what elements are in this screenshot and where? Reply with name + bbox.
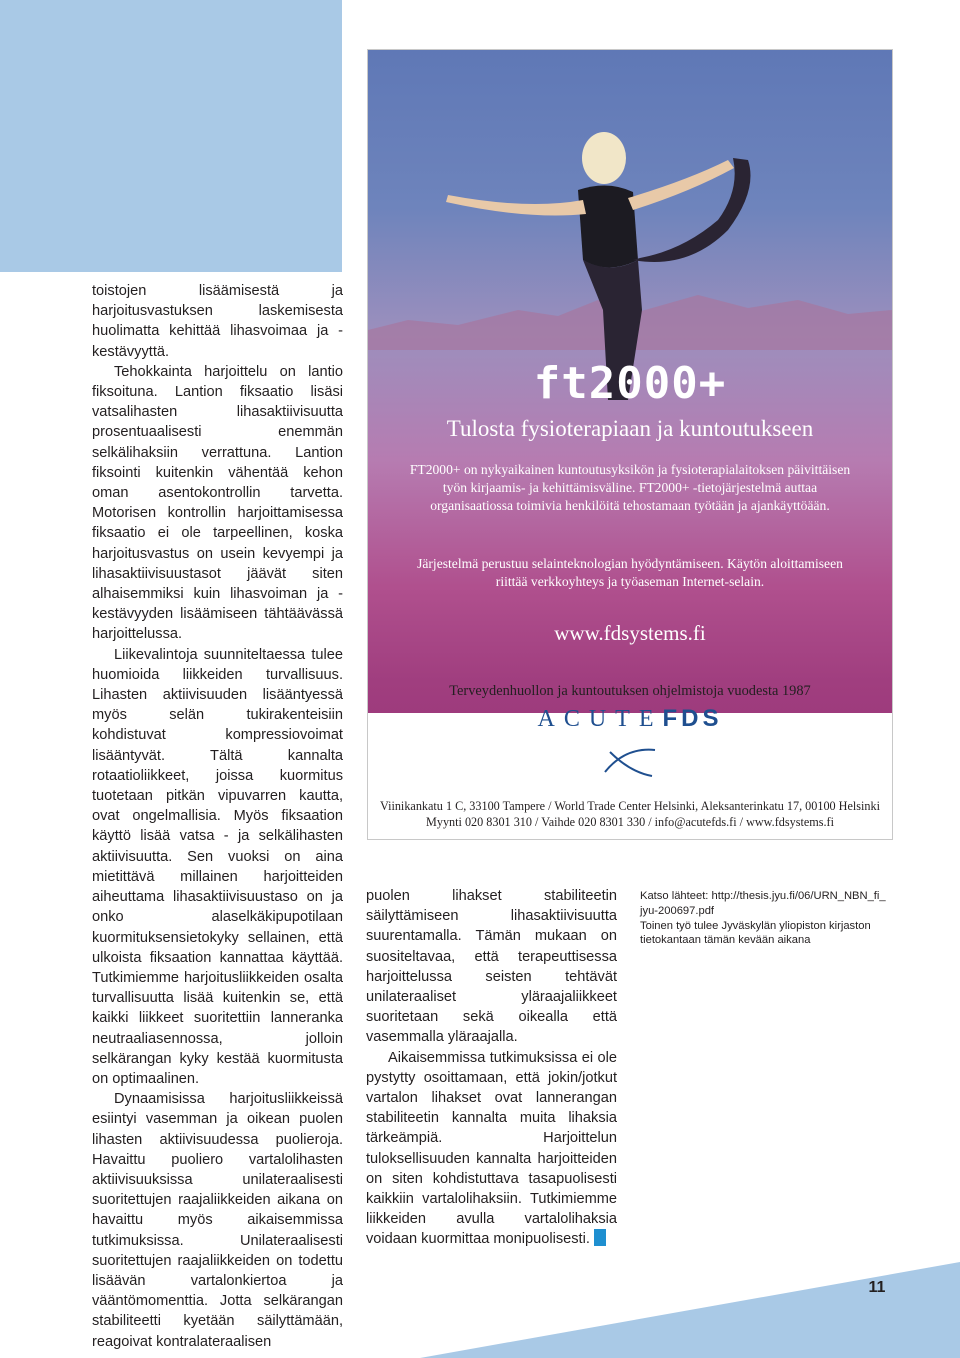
swoosh-icon — [600, 742, 660, 782]
paragraph: Tehokkainta harjoittelu on lantio fiksoituna. Lantion fiksaatio lisäsi vatsalihasten lihasaktiivisuutta prosentuaalisesti enemmän selkälihaksiin verrattuna. Lantion fiksointi kuitenkin vähentää kehon oman asentokontrollin tarvetta. Motorisen kontrollin harjoittamisessa fiksaatio ei ole tarpeellinen, koska harjoitusvastus on usein kevyempi ja lihasaktiivisuustasot jäävät siten alhaisemmiksi kuin lihasvoiman ja -kestävyyden lisäämiseen tähtäävässä harjoittelussa. — [92, 363, 343, 643]
sources-line: Toinen työ tulee Jyväskylän yliopiston kirjaston — [640, 919, 871, 932]
acutefds-logo — [368, 705, 892, 733]
ad-description-secondary: Järjestelmä perustuu selainteknologian hyödyntämiseen. Käytön aloittamiseen riittää verkkoyhteys ja työaseman Internet-selain. — [417, 556, 843, 589]
paragraph: Dynaamisissa harjoitusliikkeissä esiintyi vasemman ja oikean puolen lihasten aktiivisuudessa puolieroja. Havaittu puoliero vartalolihasten aktiivisuuksissa unilateraalisesti suoritettujen raajaliikkeiden aikana on havaittu myös aikaisemmissa tutkimuksissa. Unilateraalisesti suoritettujen raajaliikkeiden on todettu lisäävän vartalonkiertoa ja vääntömomenttia. Jotta selkärangan stabiliteetti kyetään säilyttämään, reagoivat kontralateraalisen — [92, 1091, 343, 1350]
ad-contact-info: Myynti 020 8301 310 / Vaihde 020 8301 330 / info@acutefds.fi / www.fdsystems.fi — [426, 815, 834, 829]
ad-tagline: Tulosta fysioterapiaan ja kuntoutukseen — [446, 416, 814, 441]
article-column-left — [92, 281, 343, 1352]
page-number: 11 — [868, 1279, 886, 1296]
sources-line: Katso lähteet: http://thesis.jyu.fi/06/URN_NBN_fi_ — [640, 890, 886, 902]
ad-website-link[interactable]: www.fdsystems.fi — [554, 621, 706, 645]
ad-since-line: Terveydenhuollon ja kuntoutuksen ohjelmistoja vuodesta 1987 — [449, 683, 811, 699]
ft2000-advertisement — [367, 49, 893, 840]
header-color-block — [0, 0, 342, 272]
sources-line: tietokantaan tämän kevään aikana — [640, 934, 811, 947]
ad-address: Viinikankatu 1 C, 33100 Tampere / World Trade Center Helsinki, Aleksanterinkatu 17, 00100 Helsinki — [380, 799, 880, 813]
paragraph: toistojen lisäämisestä ja harjoitusvastuksen laskemisesta huolimatta kehittää lihasvoimaa ja -kestävyyttä. — [92, 283, 343, 360]
paragraph: Liikevalintoja suunniteltaessa tulee huomioida liikkeiden turvallisuus. Lihasten aktiivisuuden lisääntyessä myös selän tukirakenteisiin kohdistuvat kompressiovoimat lisääntyvät. Tältä kannalta rotaatioliikkeet, joissa kuormitus tuotetaan pitkän vipuvarren kautta, ovat ongelmallisia. Myös fiksaation käyttö lisää vatsa - ja selkälihasten aktiivisuutta. Sen vuoksi on aina mietittävä millainen harjoitteiden aiheuttama lihasaktiivisuustaso on ja onko alaselkäkipupotilaan kuormituksensietokyky sellainen, että ulkoista fiksaation kannattaa käyttää. Tutkimiemme harjoitusliikkeiden osalta turvallisuutta lisää kuitenkin se, että kaikki liikkeet suoritettiin lanneranka neutraaliasennossa, jolloin selkärangan kyky kestää kuormitusta on optimaalinen. — [92, 646, 343, 1087]
end-of-article-mark — [594, 1229, 606, 1246]
paragraph: puolen lihakset stabiliteetin säilyttämiseen lihasaktiivisuutta suurentamalla. Tämän mukaan on suositeltavaa, että terapeuttisessa harjoittelussa seisten tehtävät unilateraaliset yläraajaliikkeet suoritetaan sekä oikealla että vasemmalla yläraajalla. — [366, 888, 617, 1046]
ft2000-logo: ft2000+ — [533, 358, 727, 409]
brand-fds: FDS — [662, 705, 723, 732]
footer-stripe — [420, 1262, 960, 1358]
paragraph-text: Aikaisemmissa tutkimuksissa ei ole pystytty osoittamaan, että jokin/jotkut vartalon lihakset ovat lannerangan stabiliteetin kannalta muita lihaksia tärkeämpiä. Harjoittelun tuloksellisuuden kannalta harjoitteiden on siten kohdistuttava tasapuolisesti kaikkiin vartalolihaksiin. Tutkimiemme liikkeiden avulla vartalolihaksia voidaan kuormittaa monipuolisesti. — [366, 1049, 617, 1248]
paragraph — [366, 1048, 617, 1250]
sources-line: jyu-200697.pdf — [640, 904, 715, 917]
article-column-middle — [366, 886, 617, 1250]
ad-description: FT2000+ on nykyaikainen kuntoutusyksikön ja fysioterapialaitoksen päivittäisen työn kirjaamis- ja kehittämisväline. FT2000+ -tietojärjestelmä auttaa organisaatiossa toimivia henkilöitä tehostamaan työtään ja ajankäyttöään. — [409, 462, 851, 513]
brand-acute: ACUTE — [537, 706, 663, 732]
sources-note — [640, 889, 892, 948]
